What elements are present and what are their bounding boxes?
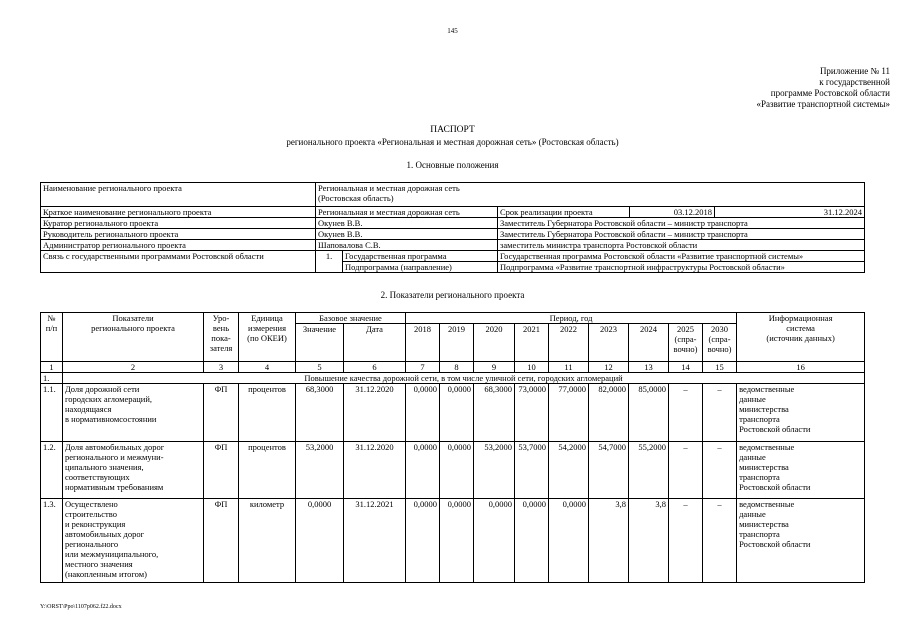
col-2030-header	[703, 324, 737, 362]
data-source-line: данные	[739, 452, 766, 462]
column-number: 14	[669, 362, 703, 373]
indicator-name-line: (накопленным итогом)	[65, 569, 147, 579]
year-value: 85,0000	[629, 384, 669, 442]
column-number: 13	[629, 362, 669, 373]
column-number: 5	[296, 362, 344, 373]
annex-header	[620, 66, 890, 110]
table-row	[41, 207, 865, 218]
column-number: 1	[41, 362, 63, 373]
indicators-table	[40, 312, 865, 583]
indicator-name-line: ципального значения,	[65, 462, 144, 472]
col-num-header	[41, 313, 63, 362]
col-num-header-line: №	[47, 313, 56, 323]
section1-title: 1. Основные положения	[406, 160, 499, 170]
col-2025-header-line: 2025	[677, 324, 694, 334]
data-source-line: транспорта	[739, 472, 780, 482]
page-number: 145	[447, 27, 458, 35]
base-date: 31.12.2021	[344, 499, 406, 583]
head-label: Руководитель регионального проекта	[41, 229, 316, 240]
year-value: 82,0000	[589, 384, 629, 442]
base-value: 0,0000	[296, 499, 344, 583]
col-year-header: 2018	[406, 324, 440, 362]
group-row	[41, 373, 865, 384]
col-year-header: 2019	[440, 324, 474, 362]
col-unit-header-line: Единица	[251, 313, 283, 323]
data-source-line: данные	[739, 394, 766, 404]
annex-line: «Развитие транспортной системы»	[756, 99, 890, 109]
project-name-line: Региональная и местная дорожная сеть	[318, 183, 460, 193]
base-value: 53,2000	[296, 442, 344, 499]
value-2025: –	[669, 384, 703, 442]
year-value: 54,7000	[589, 442, 629, 499]
col-info-header-line: (источник данных)	[766, 333, 835, 343]
curator-label: Куратор регионального проекта	[41, 218, 316, 229]
column-number: 9	[474, 362, 515, 373]
year-value: 0,0000	[406, 384, 440, 442]
term-end: 31.12.2024	[715, 207, 865, 218]
year-value: 0,0000	[406, 499, 440, 583]
state-program-label: Государственная программа	[343, 251, 498, 262]
col-year-header: 2024	[629, 324, 669, 362]
year-value: 68,3000	[474, 384, 515, 442]
column-number: 11	[549, 362, 589, 373]
admin-position: заместитель министра транспорта Ростовской области	[498, 240, 865, 251]
annex-line: к государственной	[819, 77, 890, 87]
column-number: 10	[515, 362, 549, 373]
col-base-header: Базовое значение	[296, 313, 406, 324]
col-year-header: 2022	[549, 324, 589, 362]
head-name: Окунев В.В.	[316, 229, 498, 240]
data-source-line: данные	[739, 509, 766, 519]
value-2030: –	[703, 442, 737, 499]
data-source	[737, 499, 865, 583]
indicator-name	[63, 442, 204, 499]
data-source-line: транспорта	[739, 414, 780, 424]
year-value: 0,0000	[440, 499, 474, 583]
column-number: 15	[703, 362, 737, 373]
col-date-header: Дата	[344, 324, 406, 362]
indicator-level: ФП	[204, 499, 239, 583]
col-year-header: 2021	[515, 324, 549, 362]
table-row	[41, 183, 865, 207]
column-number: 8	[440, 362, 474, 373]
year-value: 53,7000	[515, 442, 549, 499]
annex-line: Приложение № 11	[819, 66, 890, 76]
curator-name: Окунев В.В.	[316, 218, 498, 229]
value-2030: –	[703, 499, 737, 583]
column-number: 2	[63, 362, 204, 373]
col-period-header: Период, год	[406, 313, 737, 324]
col-indicator-header-line: Показатели	[112, 313, 154, 323]
group-title: Повышение качества дорожной сети, в том числе уличной сети, городских агломераций	[63, 373, 865, 384]
year-value: 0,0000	[515, 499, 549, 583]
table-row	[41, 251, 865, 262]
value-2025: –	[669, 442, 703, 499]
programs-link-number: 1.	[316, 251, 343, 273]
base-date: 31.12.2020	[344, 442, 406, 499]
annex-line: программе Ростовской области	[770, 88, 890, 98]
row-number: 1.1.	[41, 384, 63, 442]
table-row	[41, 229, 865, 240]
indicator-unit: процентов	[239, 442, 296, 499]
term-label: Срок реализации проекта	[498, 207, 630, 218]
subprogram-label: Подпрограмма (направление)	[343, 262, 498, 273]
col-level-header-line: Уро-	[212, 313, 230, 323]
data-source-line: транспорта	[739, 529, 780, 539]
col-2030-header-line: (спра-	[708, 334, 731, 344]
indicator-name-line: Осуществлено	[65, 499, 118, 509]
data-source-line: ведомственные	[739, 384, 795, 394]
col-num-header-line: п/п	[45, 323, 58, 333]
project-name-label: Наименование регионального проекта	[41, 183, 316, 207]
indicator-name-line: местного значения	[65, 559, 133, 569]
col-year-header: 2020	[474, 324, 515, 362]
col-indicator-header	[63, 313, 204, 362]
indicator-name-line: Доля дорожной сети	[65, 384, 140, 394]
row-number: 1.3.	[41, 499, 63, 583]
subprogram-value: Подпрограмма «Развитие транспортной инфраструктуры Ростовской области»	[498, 262, 865, 273]
data-source-line: ведомственные	[739, 442, 795, 452]
column-number: 3	[204, 362, 239, 373]
col-level-header	[204, 313, 239, 362]
data-source-line: министерства	[739, 519, 789, 529]
data-source	[737, 384, 865, 442]
indicator-name-line: регионального	[65, 539, 119, 549]
col-value-header: Значение	[296, 324, 344, 362]
col-2025-header	[669, 324, 703, 362]
column-number: 7	[406, 362, 440, 373]
column-number: 6	[344, 362, 406, 373]
data-source-line: министерства	[739, 404, 789, 414]
state-program-value: Государственная программа Ростовской области «Развитие транспортной системы»	[498, 251, 865, 262]
col-unit-header-line: измерения	[248, 323, 286, 333]
section2-title: 2. Показатели регионального проекта	[380, 290, 525, 300]
col-info-header	[737, 313, 865, 362]
value-2025: –	[669, 499, 703, 583]
year-value: 0,0000	[549, 499, 589, 583]
short-name-value: Региональная и местная дорожная сеть	[316, 207, 498, 218]
indicator-name-line: автомобильных дорог	[65, 529, 145, 539]
project-name-value	[316, 183, 865, 207]
column-number: 4	[239, 362, 296, 373]
indicator-level: ФП	[204, 384, 239, 442]
data-source-line: Ростовской области	[739, 539, 811, 549]
term-start: 03.12.2018	[630, 207, 715, 218]
col-year-header: 2023	[589, 324, 629, 362]
data-source-line: Ростовской области	[739, 424, 811, 434]
indicator-row	[41, 442, 865, 499]
col-level-header-line: вень	[212, 323, 230, 333]
column-number: 16	[737, 362, 865, 373]
indicator-name-line: нормативным требованиям	[65, 482, 164, 492]
file-path-footer: Y:\ORST\Ppo\1107p062.f22.docx	[40, 604, 122, 610]
indicator-name-line: и реконструкция	[65, 519, 126, 529]
year-value: 53,2000	[474, 442, 515, 499]
col-unit-header-line: (по ОКЕИ)	[247, 333, 287, 343]
year-value: 77,0000	[549, 384, 589, 442]
col-indicator-header-line: регионального проекта	[91, 323, 175, 333]
admin-name: Шаповалова С.В.	[316, 240, 498, 251]
table-row	[41, 240, 865, 251]
value-2030: –	[703, 384, 737, 442]
year-value: 0,0000	[406, 442, 440, 499]
group-number: 1.	[41, 373, 63, 384]
col-level-header-line: пока-	[211, 333, 231, 343]
admin-label: Администратор регионального проекта	[41, 240, 316, 251]
base-value: 68,3000	[296, 384, 344, 442]
indicator-unit: километр	[239, 499, 296, 583]
header-row	[41, 313, 865, 324]
year-value: 0,0000	[440, 384, 474, 442]
indicator-name-line: строительство	[65, 509, 117, 519]
column-number-row	[41, 362, 865, 373]
year-value: 73,0000	[515, 384, 549, 442]
year-value: 54,2000	[549, 442, 589, 499]
indicator-name-line: или межмуниципального,	[65, 549, 159, 559]
indicator-name-line: Доля автомобильных дорог	[65, 442, 165, 452]
year-value: 55,2000	[629, 442, 669, 499]
data-source-line: министерства	[739, 462, 789, 472]
indicator-row	[41, 384, 865, 442]
col-unit-header	[239, 313, 296, 362]
document-subtitle: регионального проекта «Региональная и местная дорожная сеть» (Ростовская область)	[286, 137, 619, 147]
head-position: Заместитель Губернатора Ростовской области – министр транспорта	[498, 229, 865, 240]
col-2025-header-line: вочно)	[673, 344, 698, 354]
indicator-level: ФП	[204, 442, 239, 499]
year-value: 3,8	[589, 499, 629, 583]
col-2030-header-line: вочно)	[707, 344, 732, 354]
data-source-line: ведомственные	[739, 499, 795, 509]
base-date: 31.12.2020	[344, 384, 406, 442]
table-row	[41, 218, 865, 229]
year-value: 0,0000	[474, 499, 515, 583]
main-provisions-table	[40, 182, 865, 273]
curator-position: Заместитель Губернатора Ростовской области – министр транспорта	[498, 218, 865, 229]
year-value: 0,0000	[440, 442, 474, 499]
col-info-header-line: Информационная	[768, 313, 833, 323]
short-name-label: Краткое наименование регионального проекта	[41, 207, 316, 218]
column-number: 12	[589, 362, 629, 373]
document-title: ПАСПОРТ	[430, 125, 475, 135]
data-source	[737, 442, 865, 499]
row-number: 1.2.	[41, 442, 63, 499]
col-2030-header-line: 2030	[711, 324, 729, 334]
indicator-name	[63, 384, 204, 442]
indicator-row	[41, 499, 865, 583]
indicator-name-line: регионального и межмуни-	[65, 452, 164, 462]
col-info-header-line: система	[786, 323, 815, 333]
programs-link-label: Связь с государственными программами Ростовской области	[41, 251, 316, 273]
indicator-name-line: в нормативномсостоянии	[65, 414, 157, 424]
indicator-name-line: находящаяся	[65, 404, 112, 414]
indicator-name-line: городских агломераций,	[65, 394, 153, 404]
year-value: 3,8	[629, 499, 669, 583]
project-name-line: (Ростовская область)	[318, 193, 394, 203]
col-2025-header-line: (спра-	[674, 334, 697, 344]
data-source-line: Ростовской области	[739, 482, 811, 492]
indicator-name	[63, 499, 204, 583]
indicator-name-line: соответствующих	[65, 472, 130, 482]
indicator-unit: процентов	[239, 384, 296, 442]
col-level-header-line: зателя	[209, 343, 233, 353]
